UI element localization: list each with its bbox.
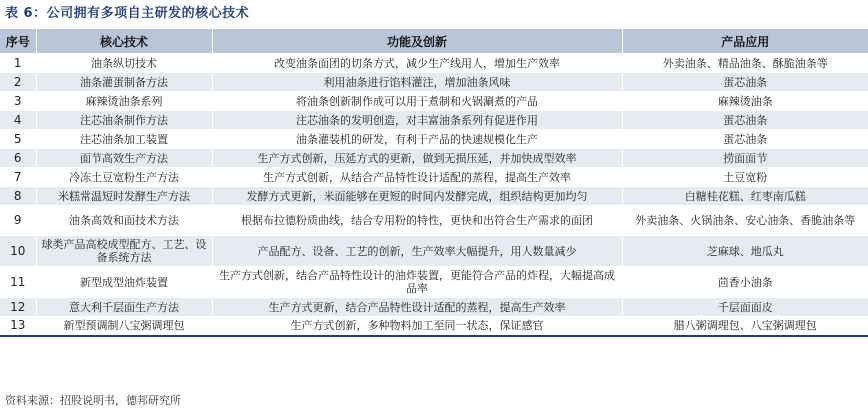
cell-number: 1 (0, 54, 36, 73)
cell-number: 3 (0, 92, 36, 111)
table-row (0, 73, 868, 92)
cell-application: 蛋芯油条 (622, 111, 868, 130)
header-row (0, 29, 868, 54)
cell-application: 蛋芯油条 (622, 73, 868, 92)
cell-function: 将油条创新制作成可以用于煮制和火锅涮煮的产品 (212, 92, 622, 111)
cell-core-tech: 意大利千层面生产方法 (36, 298, 212, 317)
cell-function: 生产方式创新，结合产品特性设计的油炸装置，更能符合产品的炸程，大幅提高成品率 (212, 267, 622, 298)
cell-number: 6 (0, 149, 36, 168)
cell-core-tech: 冷冻土豆宽粉生产方法 (36, 168, 212, 187)
cell-function: 利用油条进行馅料灌注，增加油条风味 (212, 73, 622, 92)
cell-core-tech: 油条灌蛋制备方法 (36, 73, 212, 92)
cell-function: 根据布拉德粉质曲线，结合专用粉的特性，更快和出符合生产需求的面团 (212, 206, 622, 236)
cell-number: 8 (0, 187, 36, 206)
table-title: 表 6：公司拥有多项自主研发的核心技术 (5, 6, 250, 21)
table-row (0, 267, 868, 298)
table-row (0, 298, 868, 317)
cell-core-tech: 注芯油条制作方法 (36, 111, 212, 130)
cell-application: 捞面面节 (622, 149, 868, 168)
cell-application: 芝麻球、地瓜丸 (622, 236, 868, 267)
cell-function: 改变油条面团的切条方式，减少生产线用人，增加生产效率 (212, 54, 622, 73)
cell-core-tech: 麻辣烫油条系列 (36, 92, 212, 111)
cell-application: 外卖油条、火锅油条、安心油条、香脆油条等 (622, 206, 868, 236)
cell-core-tech: 球类产品高校成型配方、工艺、设备系统方法 (36, 236, 212, 267)
table-row (0, 168, 868, 187)
table-row (0, 317, 868, 336)
cell-number: 2 (0, 73, 36, 92)
cell-application: 蛋芯油条 (622, 130, 868, 149)
cell-application: 茴香小油条 (622, 267, 868, 298)
table-row (0, 236, 868, 267)
cell-application: 白糖桂花糕、红枣南瓜糕 (622, 187, 868, 206)
table-body (0, 54, 868, 336)
cell-number: 12 (0, 298, 36, 317)
cell-application: 麻辣烫油条 (622, 92, 868, 111)
cell-core-tech: 新型预调制八宝粥调理包 (36, 317, 212, 336)
cell-function: 生产方式创新，从结合产品特性设计适配的蒸程，提高生产效率 (212, 168, 622, 187)
cell-core-tech: 油条纵切技术 (36, 54, 212, 73)
cell-function: 生产方式更新，结合产品特性设计适配的蒸程，提高生产效率 (212, 298, 622, 317)
cell-core-tech: 面节高效生产方法 (36, 149, 212, 168)
cell-function: 发酵方式更新，米面能够在更短的时间内发酵完成，组织结构更加均匀 (212, 187, 622, 206)
cell-number: 13 (0, 317, 36, 336)
header-application: 产品应用 (622, 29, 868, 54)
cell-function: 生产方式创新，多种物料加工至同一状态，保证感官 (212, 317, 622, 336)
table-row (0, 111, 868, 130)
cell-application: 土豆宽粉 (622, 168, 868, 187)
cell-number: 9 (0, 206, 36, 236)
cell-core-tech: 注芯油条加工装置 (36, 130, 212, 149)
cell-function: 油条灌装机的研发，有利于产品的快速规模化生产 (212, 130, 622, 149)
cell-number: 11 (0, 267, 36, 298)
table-row (0, 54, 868, 73)
header-tech: 核心技术 (36, 29, 212, 54)
header-no: 序号 (0, 29, 36, 54)
cell-core-tech: 油条高效和面技术方法 (36, 206, 212, 236)
cell-number: 10 (0, 236, 36, 267)
table-row (0, 149, 868, 168)
cell-number: 4 (0, 111, 36, 130)
cell-function: 注芯油条的发明创造，对丰富油条系列有促进作用 (212, 111, 622, 130)
table-row (0, 130, 868, 149)
cell-number: 5 (0, 130, 36, 149)
table-row (0, 92, 868, 111)
core-tech-table (0, 29, 868, 337)
cell-core-tech: 米糕常温短时发酵生产方法 (36, 187, 212, 206)
cell-function: 生产方式创新，压延方式的更新，做到无损压延，并加快成型效率 (212, 149, 622, 168)
header-function: 功能及创新 (212, 29, 622, 54)
cell-function: 产品配方、设备、工艺的创新，生产效率大幅提升，用人数量减少 (212, 236, 622, 267)
source-note: 资料来源：招股说明书，德邦研究所 (5, 394, 181, 407)
cell-application: 腊八粥调理包、八宝粥调理包 (622, 317, 868, 336)
cell-application: 千层面面皮 (622, 298, 868, 317)
cell-core-tech: 新型成型油炸装置 (36, 267, 212, 298)
table-row (0, 187, 868, 206)
cell-number: 7 (0, 168, 36, 187)
table-row (0, 206, 868, 236)
cell-application: 外卖油条、精品油条、酥脆油条等 (622, 54, 868, 73)
